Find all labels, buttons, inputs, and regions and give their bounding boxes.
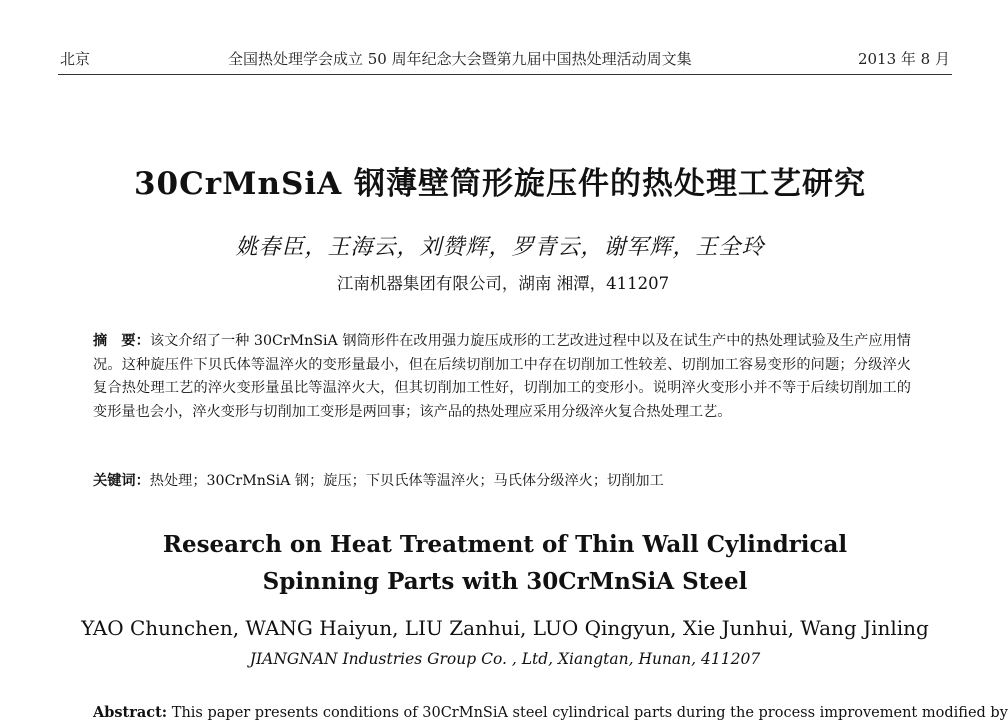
- abstract-en-label: Abstract:: [93, 704, 168, 721]
- keywords-cn-label: 关键词：: [93, 473, 150, 489]
- paper-title-en-line2: Spinning Parts with 30CrMnSiA Steel: [262, 568, 748, 595]
- abstract-cn: [93, 330, 911, 424]
- header-proceedings-title: 全国热处理学会成立 50 周年纪念大会暨第九届中国热处理活动周文集: [228, 50, 692, 68]
- abstract-cn-label: 摘 要：: [93, 333, 150, 349]
- abstract-en: [93, 703, 1008, 723]
- keywords-cn: [93, 470, 664, 492]
- abstract-cn-text: 该文介绍了一种 30CrMnSiA 钢筒形件在改用强力旋压成形的工艺改进过程中以及在试生产中的热处理试验及生产应用情况。这种旋压件下贝氏体等温淬火的变形量最小，但在后续切削加工中存在切削加工性较差、切削加工容易变形的问题；分级淬火复合热处理工艺的淬火变形量虽比等温淬火大，但其切削加工性好，切削加工的变形小。说明淬火变形小并不等于后续切削加工的变形量也会小，淬火变形与切削加工变形是两回事；该产品的热处理应采用分级淬火复合热处理工艺。: [93, 333, 911, 420]
- keywords-cn-text: 热处理；30CrMnSiA 钢；旋压；下贝氏体等温淬火；马氏体分级淬火；切削加工: [149, 473, 664, 489]
- paper-title-en: [0, 526, 1000, 600]
- paper-title-cn: 30CrMnSiA 钢薄壁筒形旋压件的热处理工艺研究: [133, 166, 866, 202]
- running-header: [60, 48, 950, 70]
- header-divider: [58, 74, 952, 75]
- header-date: 2013 年 8 月: [857, 50, 950, 68]
- affiliation-cn: 江南机器集团有限公司，湖南 湘潭，411207: [336, 274, 670, 293]
- abstract-en-text: This paper presents conditions of 30CrMnSiA steel cylindrical parts during the process improvement modified by: [171, 705, 1008, 721]
- paper-title-en-line1: Research on Heat Treatment of Thin Wall Cylindrical: [162, 531, 848, 558]
- header-location: 北京: [60, 50, 91, 68]
- authors-en: YAO Chunchen, WANG Haiyun, LIU Zanhui, LUO Qingyun, Xie Junhui, Wang Jinling: [81, 616, 929, 640]
- authors-cn: 姚春臣，王海云，刘赞辉，罗青云，谢军辉，王全玲: [235, 235, 765, 260]
- affiliation-en: JIANGNAN Industries Group Co. , Ltd, Xiangtan, Hunan, 411207: [249, 650, 761, 668]
